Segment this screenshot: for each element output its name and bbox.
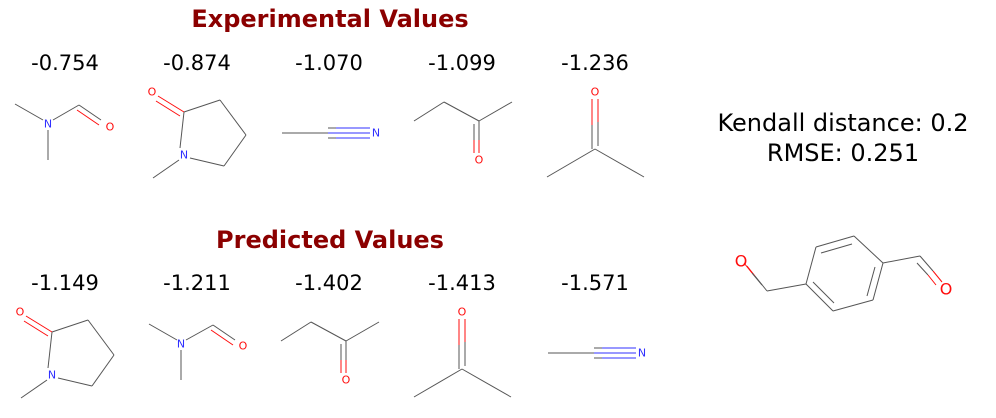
pred-molecule-acetonitrile [530,300,660,410]
exp-value-3: -1.070 [295,51,363,75]
nitrogen-atom-label: N [637,346,647,360]
exp-molecule-dmf [0,80,130,190]
oxygen-atom-label: O [474,153,484,167]
exp-molecule-nmp [132,80,262,190]
pred-value-4: -1.413 [428,271,496,295]
pred-value-5: -1.571 [561,271,629,295]
experimental-title: Experimental Values [191,5,469,33]
pred-molecule-acetone [397,300,527,410]
oxygen-atom-label: O [15,305,25,319]
oxygen-atom-label: O [341,373,351,387]
metrics-panel [690,108,996,168]
oxygen-atom-label: O [147,85,157,99]
pred-molecule-dmf [132,300,262,410]
oxygen-atom-label: O [457,305,467,319]
nitrogen-atom-label: N [43,117,53,131]
exp-value-2: -0.874 [163,51,231,75]
oxygen-atom-label: O [105,120,115,134]
predicted-title: Predicted Values [216,226,444,254]
exp-molecule-acetone [530,80,660,190]
pred-value-2: -1.211 [163,271,231,295]
nitrogen-atom-label: N [371,126,381,140]
query-molecule-terephthalaldehyde [720,225,970,325]
pred-molecule-butanone [264,300,394,410]
nitrogen-atom-label: N [176,337,186,351]
oxygen-atom-label: O [238,339,248,353]
pred-value-1: -1.149 [31,271,99,295]
pred-value-3: -1.402 [295,271,363,295]
kendall-distance: Kendall distance: 0.2 [717,109,969,137]
exp-molecule-butanone [397,80,527,190]
rmse-value: RMSE: 0.251 [766,139,920,167]
exp-value-4: -1.099 [428,51,496,75]
oxygen-atom-label: O [734,251,748,271]
exp-value-1: -0.754 [31,51,99,75]
pred-molecule-nmp [0,300,130,410]
nitrogen-atom-label: N [47,368,57,382]
oxygen-atom-label: O [590,85,600,99]
exp-value-5: -1.236 [561,51,629,75]
oxygen-atom-label: O [939,279,953,299]
nitrogen-atom-label: N [179,148,189,162]
exp-molecule-acetonitrile [264,80,394,190]
